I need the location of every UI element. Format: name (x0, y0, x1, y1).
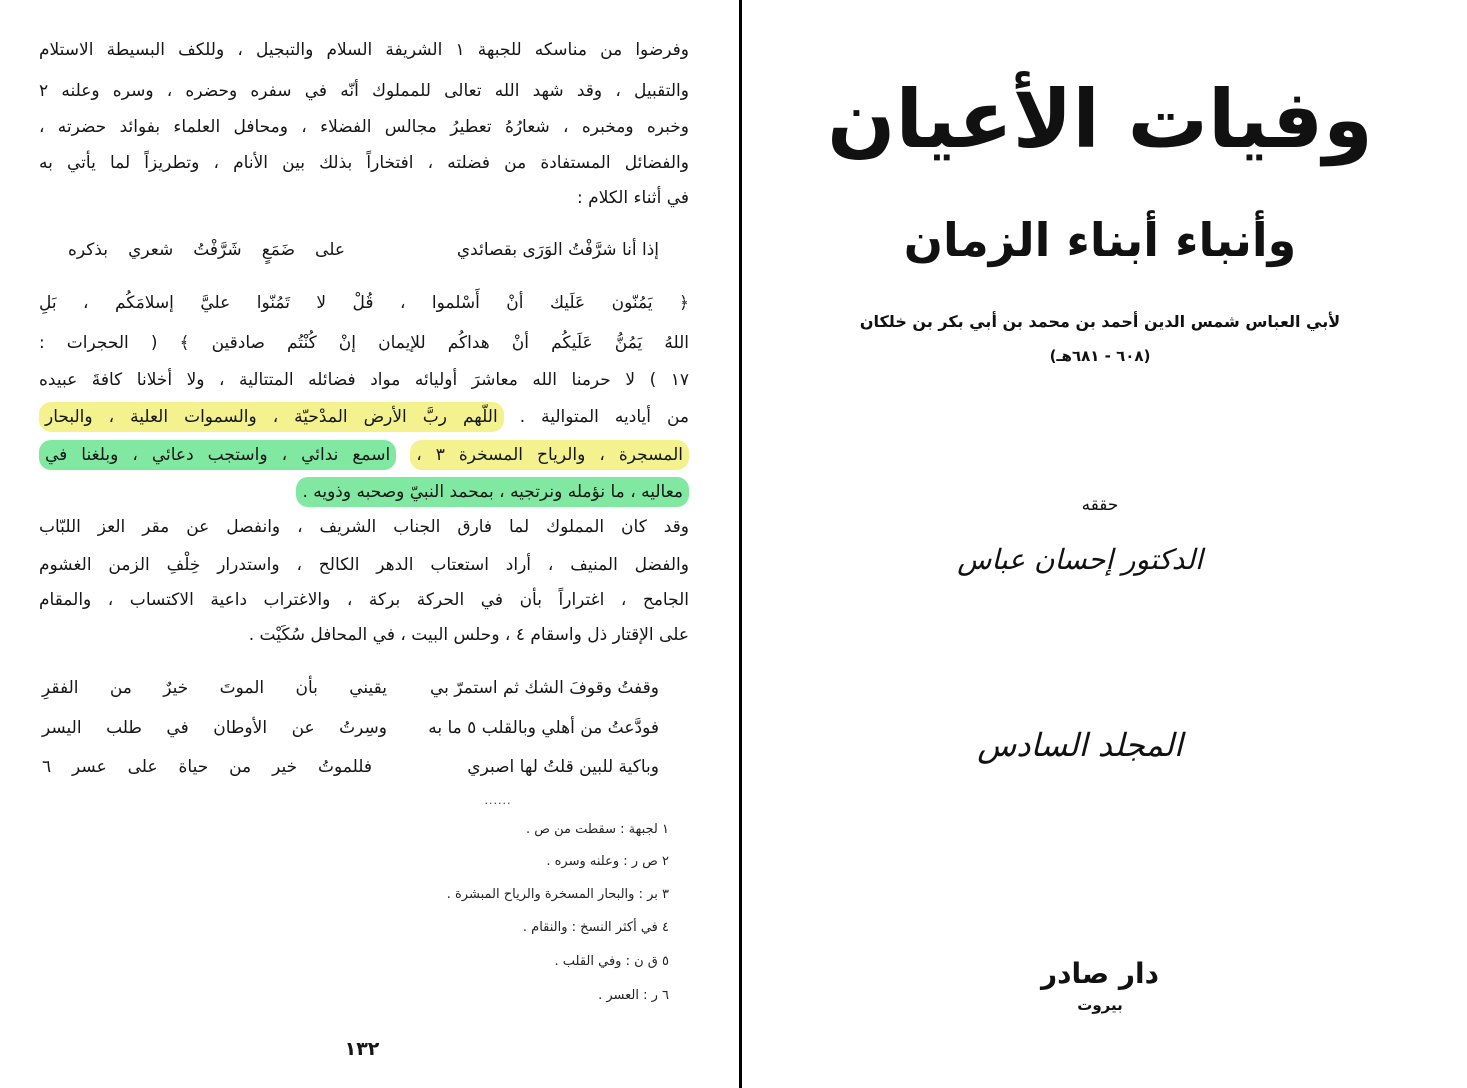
verse-hemistich-right: وقفتُ وقوفَ الشك ثم استمرّ بي (429, 678, 659, 698)
verse-hemistich-right: فودَّعتُ من أهلي وبالقلب ٥ ما به (428, 718, 659, 738)
author-line: لأبي العباس شمس الدين أحمد بن محمد بن أبي بكر بن خلكان (859, 312, 1341, 331)
footnote: ٦ ر : العسر . (598, 988, 669, 1003)
right-page (742, 0, 1467, 1088)
highlight-yellow: اللّهم ربَّ الأرض المدْحيّة ، والسموات العلية ، والبحار (39, 402, 504, 432)
text-line: ﴿ يَمُنّون عَلَيك أنْ أَسْلموا ، قُلْ لا تَمُنّوا عليَّ إسلامَكُم ، بَلِ (39, 293, 689, 313)
verse-hemistich-left: فللموتُ خير من حياة على عسر ٦ (42, 757, 372, 777)
verse-hemistich-left: على ضَمَعٍ شَرَّفْتُ شعري بذكره (68, 240, 345, 260)
text-line (39, 477, 689, 507)
text-line: وقد كان المملوك لما فارق الجناب الشريف ، وانفصل عن مقر العز اللبّاب (39, 517, 689, 537)
verse-hemistich-right: إذا أنا شرَّفْتُ الوَرَى بقصائدي (456, 240, 659, 260)
text-line: والتقبيل ، وقد شهد الله تعالى للمملوك أنّه في سفره وحضره ، وسره وعلنه ٢ (39, 81, 689, 101)
footnote: ٢ ص ر : وعلنه وسره . (546, 854, 669, 869)
highlight-green: اسمع ندائي ، واستجب دعائي ، وبلغنا في (39, 440, 396, 470)
book-title: وفيات الأعيان (827, 73, 1373, 166)
text-line: اللهُ يَمُنُّ عَلَيكُم أنْ هداكُم للإيمان إنْ كُنْتُم صادقين ﴾ ( الحجرات : (39, 333, 689, 353)
text-line: على الإقتار ذل واسقام ٤ ، وحلس البيت ، في المحافل سُكَيْت . (248, 625, 689, 645)
text-line: والفضائل المستفادة من فضلته ، افتخاراً بذلك بين الأنام ، وتطريزاً لما يأتي به (39, 153, 689, 173)
footnote: ٣ بر : والبحار المسخرة والرياح المبشرة . (446, 887, 669, 902)
verse-hemistich-right: وباكية للبين قلتُ لها اصبري (467, 757, 659, 777)
publisher-city: بيروت (1077, 996, 1123, 1014)
text-line: وخبره ومخبره ، شعارُهُ تعطيرُ مجالس الفضلاء ، ومحافل العلماء بفوائد حضرته ، (39, 117, 689, 137)
footnote-separator: ...... (484, 794, 512, 807)
editor-name: الدكتور إحسان عباس (957, 543, 1203, 576)
book-subtitle: وأنباء أبناء الزمان (903, 213, 1297, 267)
text-line (39, 402, 689, 432)
footnote: ٤ في أكثر النسخ : والنقام . (522, 920, 669, 935)
text-line: وفرضوا من مناسكه للجبهة ١ الشريفة السلام والتبجيل ، وللكف البسيطة الاستلام (39, 40, 689, 60)
text-line: الجامح ، اغتراراً بأن في الحركة بركة ، والاغتراب داعية الاكتساب ، والمقام (39, 590, 689, 610)
verse-hemistich-left: يقيني بأن الموتَ خيرٌ من الفقرِ (42, 678, 387, 698)
text-line: ١٧ ) لا حرمنا الله معاشرَ أوليائه مواد فضائله المتتالية ، ولا أخلانا كافةَ عبيده (39, 370, 689, 390)
text-line (39, 440, 689, 470)
page-number: ١٣٢ (344, 1038, 380, 1060)
footnote: ٥ ق ن : وفي القلب . (554, 954, 669, 969)
text-segment: من أياديه المتوالية . (519, 407, 690, 427)
verse-hemistich-left: وسِرتُ عن الأوطان في طلب اليسر (42, 718, 387, 738)
footnote: ١ لجبهة : سقطت من ص . (525, 822, 669, 837)
highlight-yellow: المسجرة ، والرياح المسخرة ٣ ، (410, 440, 689, 470)
text-line: في أثناء الكلام : (577, 188, 689, 208)
volume-label: المجلد السادس (977, 726, 1183, 764)
text-line: والفضل المنيف ، أراد استعتاب الدهر الكالح ، واستدرار خِلْفِ الزمن الغشوم (39, 555, 689, 575)
publisher-name: دار صادر (1041, 957, 1159, 990)
edited-by-label: حققه (1081, 495, 1119, 515)
author-dates: (٦٠٨ - ٦٨١هـ) (1049, 347, 1151, 365)
highlight-green: معاليه ، ما نؤمله ونرتجيه ، بمحمد النبيّ وصحبه وذويه . (296, 477, 689, 507)
